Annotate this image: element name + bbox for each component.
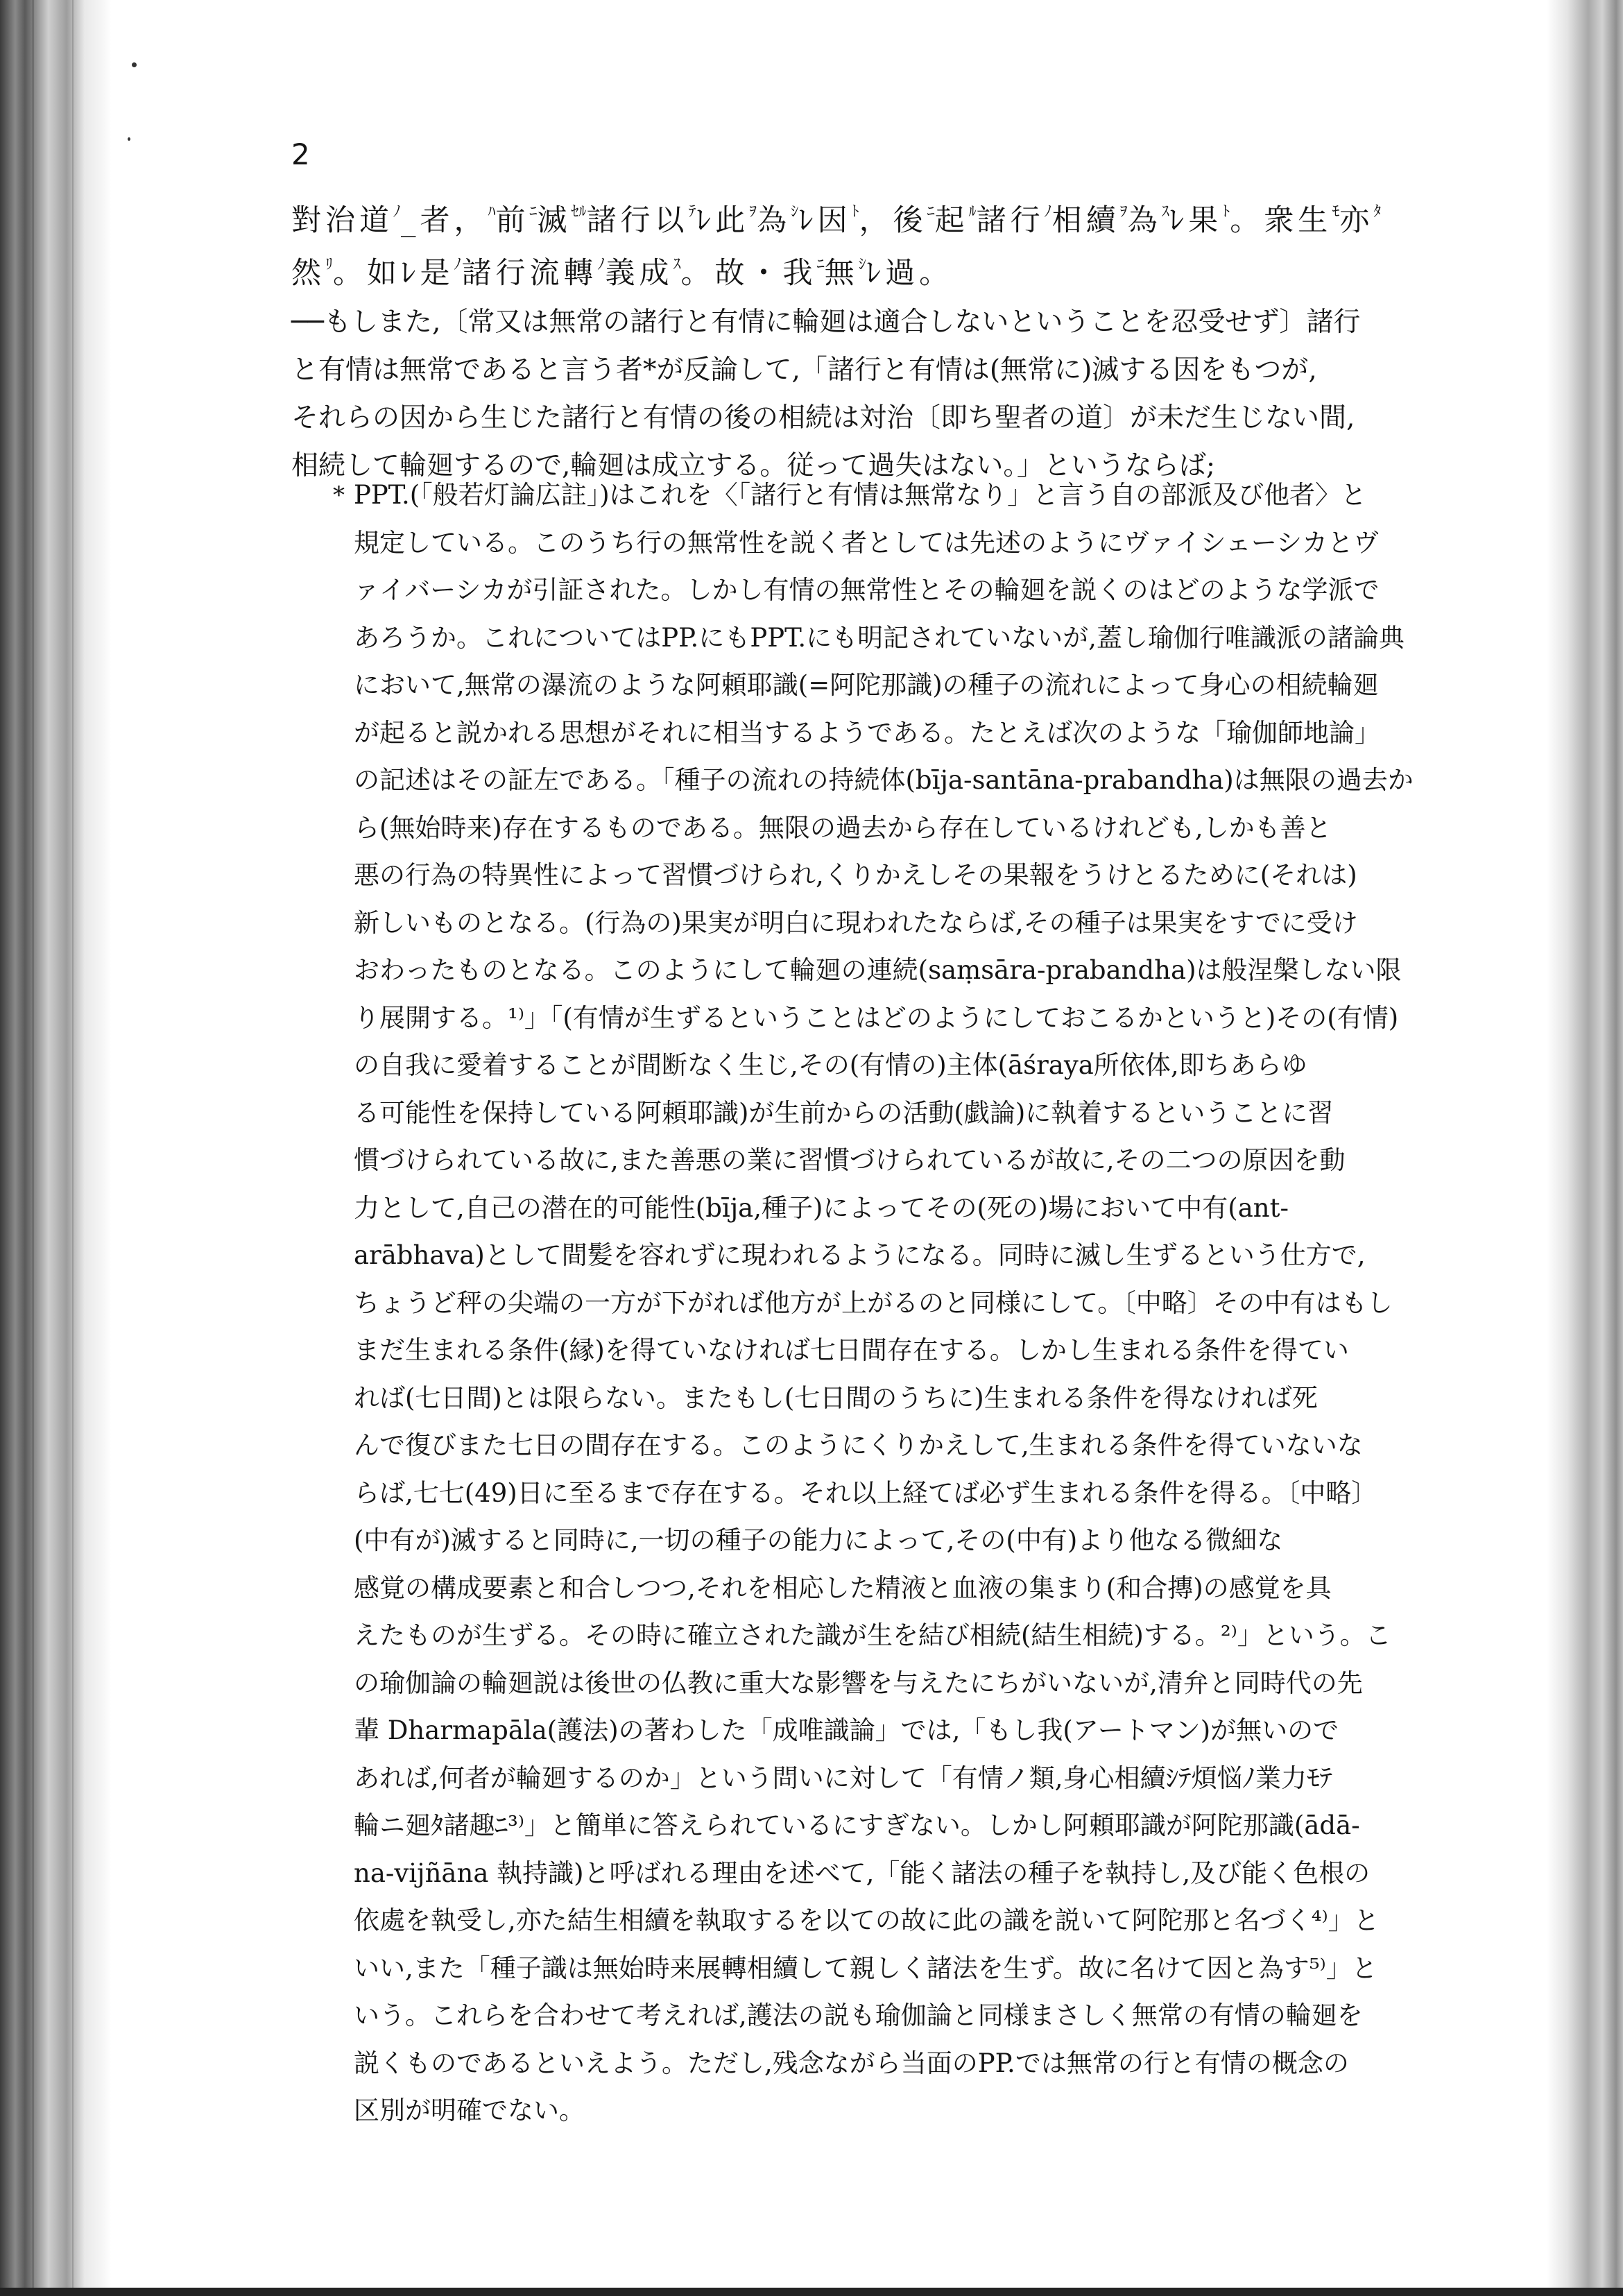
kunten-mark: ﾉ — [597, 256, 606, 273]
kunten-mark: ｦ — [749, 203, 757, 221]
binding-line — [32, 0, 34, 2296]
kunten-mark: ﾄ — [851, 203, 859, 221]
note-line: 感覚の構成要素と和合しつつ,それを相応した精液と血液の集まり(和合摶)の感覚を具 — [354, 1573, 1332, 1603]
note-line: ちょうど秤の尖端の一方が下がれば他方が上がるのと同様にして。〔中略〕その中有はもし — [354, 1287, 1393, 1318]
text-line: 相続して輪廻するので,輪廻は成立する。従って過失はない。」というならば; — [291, 450, 1216, 481]
kanbun-text: 起 — [934, 203, 969, 238]
note-line: ら(無始時来)存在するものである。無限の過去から存在しているけれども,しかも善と — [354, 812, 1332, 843]
kunten-mark: ｽ — [1161, 203, 1169, 221]
note-line: んで復びまた七日の間存在する。このようにくりかえして,生まれる条件を得ていないな — [354, 1430, 1363, 1460]
book-binding-shadow — [0, 0, 111, 2296]
note-line: 輩 Dharmapāla(護法)の著わした「成唯識論」では,「もし我(アートマン)が無いので — [354, 1715, 1339, 1745]
kanbun-text: 對治道 — [291, 203, 393, 238]
kunten-mark: ﾄ — [1222, 203, 1230, 221]
note-line: na-vijñāna 執持識)と呼ばれる理由を述べて,「能く諸法の種子を執持し,及び能く色根の — [354, 1858, 1371, 1888]
kanbun-text: 相續 — [1051, 203, 1120, 238]
kunten-mark: ｽ — [673, 256, 681, 273]
kunten-mark: ﾉ — [393, 203, 402, 221]
kanbun-line — [291, 197, 1470, 239]
kunten-mark: ｦ — [1119, 203, 1128, 221]
note-line: おわったものとなる。このようにして輪廻の連続(saṃsāra-prabandha)は般涅槃しない限 — [354, 955, 1402, 985]
kunten-mark: ﾆ — [927, 203, 935, 221]
note-line: ァイバーシカが引証された。しかし有情の無常性とその輪廻を説くのはどのような学派で — [354, 575, 1380, 605]
note-line: まだ生まれる条件(縁)を得ていなければ七日間存在する。しかし生まれる条件を得てい — [354, 1335, 1349, 1365]
kanbun-line — [291, 250, 1470, 292]
kanbun-text: ﾚ此 — [696, 203, 750, 238]
kanbun-text: ﾚ因 — [798, 203, 852, 238]
binding-line — [72, 0, 74, 2296]
kanbun-text: ﾚ過。 — [866, 256, 954, 291]
translation-paragraph — [291, 298, 1463, 490]
kunten-mark: ｼ — [791, 203, 799, 221]
footnote-marker: * — [333, 481, 345, 509]
kanbun-text: _者， — [401, 203, 488, 238]
text-line: ──もしまた,〔常又は無常の諸行と有情に輪廻は適合しないということを忍受せず〕諸行 — [291, 307, 1361, 338]
kanbun-text: ，後 — [859, 203, 927, 238]
scan-bottom-edge — [0, 2288, 1623, 2296]
kanbun-text: 亦 — [1339, 203, 1374, 238]
note-line: 慣づけられている故に,また善悪の業に習慣づけられているが故に,その二つの原因を動 — [354, 1145, 1346, 1175]
note-line: あろうか。これについてはPP.にもPPT.にも明記されていないが,蓋し瑜伽行唯識派の諸論典 — [354, 622, 1405, 653]
kunten-mark: ｾﾙ — [571, 203, 587, 221]
note-line: 説くものであるといえよう。ただし,残念ながら当面のPP.では無常の行と有情の概念の — [354, 2048, 1349, 2078]
note-line: 新しいものとなる。(行為の)果実が明白に現われたならば,その種子は果実をすでに受け — [354, 907, 1358, 938]
page-number: 2 — [291, 137, 310, 171]
note-line: いい,また「種子識は無始時来展轉相續して親しく諸法を生ず。故に名けて因と為す⁵⁾」と — [354, 1953, 1377, 1983]
note-line: の記述はその証左である。「種子の流れの持続体(bīja-santāna-prabandha)は無限の過去か — [354, 765, 1414, 795]
kunten-mark: ﾆ — [816, 256, 825, 273]
note-line: の瑜伽論の輪廻説は後世の仏教に重大な影響を与えたにちがいないが,清弁と同時代の先 — [354, 1668, 1363, 1698]
note-line: PPT.(「般若灯論広註」)はこれを〈「諸行と有情は無常なり」と言う自の部派及び他者〉と — [354, 480, 1367, 510]
note-line: 輪ニ廻ﾀ諸趣ﾆ³⁾」と簡単に答えられているにすぎない。しかし阿頼耶識が阿陀那識(ādā- — [354, 1810, 1360, 1840]
text-line: と有情は無常であると言う者*が反論して,「諸行と有情は(無常に)滅する因をもつが, — [291, 354, 1317, 386]
kanbun-text: 義成 — [605, 256, 673, 291]
kanbun-text: 為 — [757, 203, 791, 238]
note-line: において,無常の瀑流のような阿頼耶識(=阿陀那識)の種子の流れによって身心の相続輪廻 — [354, 670, 1379, 700]
note-line: の自我に愛着することが間断なく生じ,その(有情の)主体(āśraya所依体,即ちあらゆ — [354, 1050, 1307, 1080]
note-line: えたものが生ずる。その時に確立された識が生を結び相続(結生相続)する。²⁾」という。こ — [354, 1620, 1391, 1650]
note-line: 力として,自己の潜在的可能性(bīja,種子)によってその(死の)場において中有(ant- — [354, 1192, 1289, 1223]
text-line: それらの因から生じた諸行と有情の後の相続は対治〔即ち聖者の道〕が未だ生じない間, — [291, 402, 1355, 434]
kanbun-text: ﾚ是 — [401, 256, 454, 291]
kunten-mark: ﾘ — [325, 256, 334, 273]
kunten-mark: ﾙ — [968, 203, 977, 221]
kunten-mark: ﾊ — [488, 203, 496, 221]
kanbun-text: 滅 — [537, 203, 572, 238]
note-line: (中有が)滅すると同時に,一切の種子の能力によって,その(中有)より他なる微細な — [354, 1525, 1283, 1555]
note-line: 規定している。このうち行の無常性を説く者としては先述のようにヴァイシェーシカとヴ — [354, 527, 1380, 558]
kanbun-text: 諸行以 — [586, 203, 689, 238]
kunten-mark: ﾆ — [529, 203, 538, 221]
note-line: が起ると説かれる思想がそれに相当するようである。たとえば次のような「瑜伽師地論」 — [354, 717, 1380, 748]
kunten-mark: ﾉ — [1044, 203, 1052, 221]
note-line: 区別が明確でない。 — [354, 2096, 585, 2125]
kunten-mark: ｼ — [858, 256, 866, 273]
kanbun-text: 諸行流轉 — [461, 256, 598, 291]
note-line: arābhava)として間髪を容れずに現われるようになる。同時に滅し生ずるという仕方で, — [354, 1240, 1366, 1270]
footnote-block — [333, 472, 1470, 2135]
page-edge-shadow — [1547, 0, 1623, 2296]
kanbun-text: 然 — [291, 256, 325, 291]
note-line: る可能性を保持している阿頼耶識)が生前からの活動(戯論)に執着するということに習 — [354, 1097, 1334, 1128]
kunten-mark: ﾓ — [1332, 203, 1340, 221]
scan-speck — [132, 62, 137, 67]
note-line: れば(七日間)とは限らない。またもし(七日間のうちに)生まれる条件を得なければ死 — [354, 1382, 1318, 1413]
note-line: らば,七七(49)日に至るまで存在する。それ以上経てば必ず生まれる条件を得る。〔中略〕 — [354, 1477, 1377, 1508]
kanbun-text: 為 — [1127, 203, 1162, 238]
kunten-mark: ﾃ — [688, 203, 696, 221]
kanbun-text: 。故・我 — [680, 256, 817, 291]
kanbun-text: 諸行 — [976, 203, 1045, 238]
kanbun-text: 。衆生 — [1230, 203, 1332, 238]
kunten-mark: ﾉ — [454, 256, 462, 273]
kanbun-text: ﾚ果 — [1169, 203, 1223, 238]
kanbun-text: 無 — [824, 256, 859, 291]
note-line: 悪の行為の特異性によって習慣づけられ,くりかえしその果報をうけとるために(それは) — [354, 860, 1357, 890]
kanbun-text: 前 — [495, 203, 530, 238]
scan-speck — [128, 137, 130, 141]
note-line: 依處を執受し,亦た結生相續を執取するを以ての故に此の識を説いて阿陀那と名づく⁴⁾」と — [354, 1905, 1380, 1935]
note-line: いう。これらを合わせて考えれば,護法の説も瑜伽論と同様まさしく無常の有情の輪廻を — [354, 2001, 1363, 2030]
kanbun-text: 。如 — [333, 256, 402, 291]
kunten-mark: ﾀ — [1373, 203, 1382, 221]
note-line: り展開する。¹⁾」「(有情が生ずるということはどのようにしておこるかというと)その(有情) — [354, 1002, 1399, 1033]
note-line: あれば,何者が輪廻するのか」という問いに対して「有情ノ類,身心相續ｼﾃ煩悩ﾉ業力ﾓﾃ — [354, 1763, 1333, 1793]
